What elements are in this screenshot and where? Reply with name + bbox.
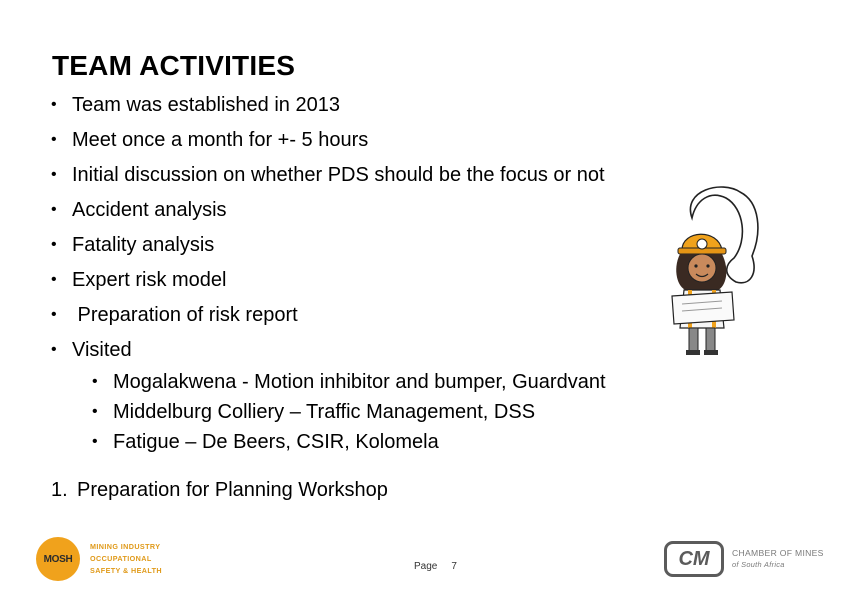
bullet-icon: • xyxy=(92,433,98,450)
sub-list-item xyxy=(92,370,606,400)
sub-list-item xyxy=(92,430,606,460)
bullet-icon: • xyxy=(51,131,57,148)
bullet-icon: • xyxy=(51,341,57,358)
page-number xyxy=(414,561,457,572)
list-item xyxy=(51,303,691,338)
list-item xyxy=(51,233,691,268)
list-item xyxy=(51,128,691,163)
bullet-icon: • xyxy=(51,201,57,218)
bullet-text: Team was established in 2013 xyxy=(72,94,340,116)
mosh-line: OCCUPATIONAL xyxy=(90,554,152,563)
cm-line: CHAMBER OF MINES xyxy=(732,548,824,558)
bullet-text: Expert risk model xyxy=(72,269,227,291)
numbered-item xyxy=(51,478,388,502)
numbered-text: Preparation for Planning Workshop xyxy=(77,479,388,501)
mosh-mark-text: MOSH xyxy=(43,553,73,565)
bullet-text: Meet once a month for +- 5 hours xyxy=(72,129,369,151)
item-number: 1. xyxy=(51,479,68,501)
list-item xyxy=(51,163,691,198)
slide-title: TEAM ACTIVITIES xyxy=(52,50,296,81)
mosh-logo xyxy=(36,537,162,581)
bullet-icon: • xyxy=(92,403,98,420)
mosh-logo-text xyxy=(90,541,162,577)
list-item xyxy=(51,268,691,303)
sub-bullet-text: Fatigue – De Beers, CSIR, Kolomela xyxy=(113,431,439,453)
sub-bullet-text: Middelburg Colliery – Traffic Management, DSS xyxy=(113,401,536,423)
cm-logo-text xyxy=(732,548,824,570)
bullet-list xyxy=(51,93,691,373)
list-item xyxy=(51,198,691,233)
sub-bullet-text: Mogalakwena - Motion inhibitor and bumper, Guardvant xyxy=(113,371,606,393)
bullet-icon: • xyxy=(51,236,57,253)
list-item xyxy=(51,93,691,128)
bullet-text: Accident analysis xyxy=(72,199,227,221)
miner-with-thought-bubble-icon xyxy=(662,178,764,356)
mosh-line: MINING INDUSTRY xyxy=(90,542,161,551)
list-item xyxy=(51,338,691,373)
chamber-of-mines-logo xyxy=(664,541,824,577)
cm-line: of South Africa xyxy=(732,560,785,569)
bullet-text: Fatality analysis xyxy=(72,234,215,256)
page-label: Page xyxy=(414,561,438,572)
bullet-icon: • xyxy=(51,96,57,113)
mosh-line: SAFETY & HEALTH xyxy=(90,566,163,575)
bullet-text: Preparation of risk report xyxy=(72,304,298,326)
bullet-text: Visited xyxy=(72,339,132,361)
bullet-icon: • xyxy=(51,306,57,323)
sub-bullet-list xyxy=(92,370,606,460)
bullet-icon: • xyxy=(92,373,98,390)
sub-list-item xyxy=(92,400,606,430)
cm-logo-mark: CM xyxy=(664,541,724,577)
bullet-icon: • xyxy=(51,271,57,288)
page-number-value: 7 xyxy=(451,561,457,572)
bullet-icon: • xyxy=(51,166,57,183)
mosh-logo-mark xyxy=(36,537,80,581)
bullet-text: Initial discussion on whether PDS should be the focus or not xyxy=(72,164,605,186)
